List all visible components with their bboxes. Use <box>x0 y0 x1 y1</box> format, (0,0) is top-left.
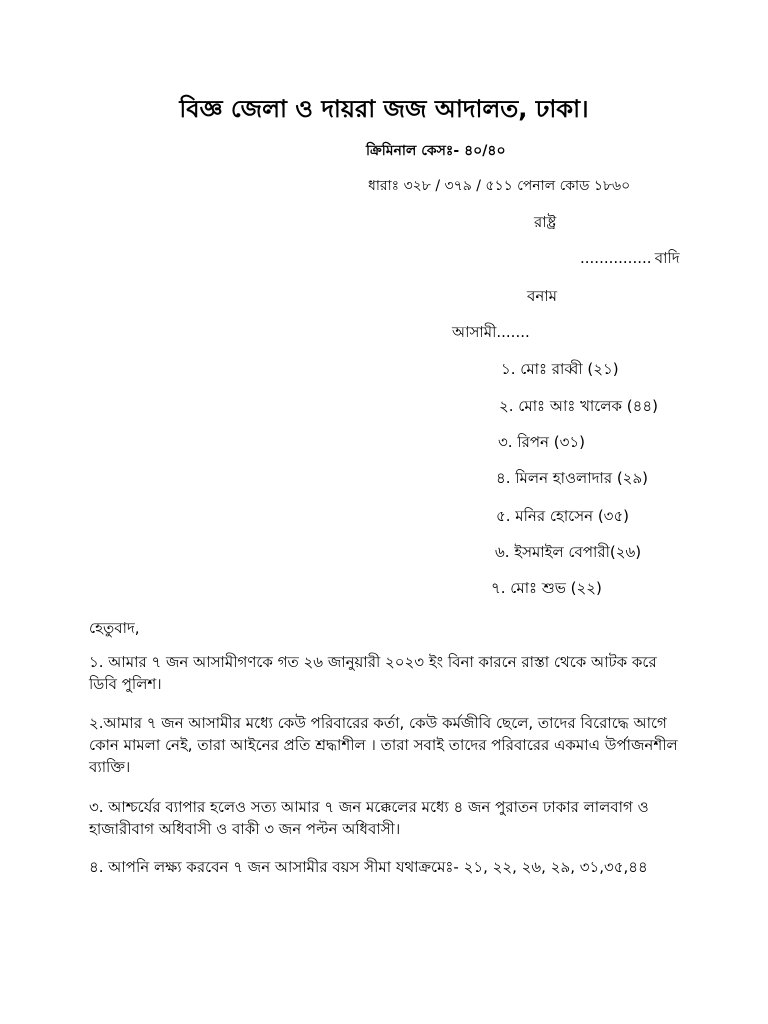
court-title: বিজ্ঞ জেলা ও দায়রা জজ আদালত, ঢাকা। <box>179 95 589 123</box>
plaintiff-dots: ............... <box>580 249 652 267</box>
accused-item: ৬. ইসমাইল বেপারী(২৬) <box>495 543 642 561</box>
accused-item: ৪. মিলন হাওলাদার (২৯) <box>496 469 649 487</box>
plaintiff-label: বাদি <box>654 249 680 267</box>
case-number: ক্রিমিনাল কেসঃ- ৪০/৪০ <box>366 143 506 159</box>
paragraph-1: ১. আমার ৭ জন আসামীগণকে গত ২৬ জানুয়ারী ২০২৩ ইং বিনা কারনে রাস্তা থেকে আটক করে ডিবি পুলিশ। <box>89 653 657 693</box>
greeting: হেতুবাদ, <box>89 619 140 637</box>
accused-item: ৫. মনির হোসেন (৩৫) <box>496 507 630 525</box>
accused-item: ১. মোঃ রাব্বী (২১) <box>501 360 619 378</box>
accused-heading: আসামী....... <box>452 323 530 341</box>
paragraph-2: ২.আমার ৭ জন আসামীর মধ্যে কেউ পরিবারের কর্তা, কেউ কর্মজীবি ছেলে, তাদের বিরোদ্ধে আগে কোন মামলা নেই, তারা আইনের প্রতি শ্রদ্ধাশীল । তারা সবাই তাদের পরিবারের একমাএ উর্পাজনশীল ব্যাক্তি। <box>89 714 678 776</box>
plaintiff-line <box>580 248 680 268</box>
accused-item: ৭. মোঃ শুভ (২২) <box>491 579 602 597</box>
penal-code-sections: ধারাঃ ৩২৮ / ৩৭৯ / ৫১১ পেনাল কোড ১৮৬০ <box>368 178 631 194</box>
accused-item: ৩. রিপন (৩১) <box>498 433 585 451</box>
accused-item: ২. মোঃ আঃ খালেক (৪৪) <box>499 397 658 415</box>
state-label: রাষ্ট্র <box>534 213 557 231</box>
paragraph-3: ৩. আশ্চর্যের ব্যাপার হলেও সত্য আমার ৭ জন মক্কেলের মধ্যে ৪ জন পুরাতন ঢাকার লালবাগ ও হাজারীবাগ অধিবাসী ও বাকী ৩ জন পল্টন অধিবাসী। <box>89 798 649 838</box>
paragraph-4: ৪. আপনি লক্ষ্য করবেন ৭ জন আসামীর বয়স সীমা যথাক্রমেঃ- ২১, ২২, ২৬, ২৯, ৩১,৩৫,৪৪ <box>89 858 648 876</box>
versus-label: বনাম <box>527 287 557 305</box>
